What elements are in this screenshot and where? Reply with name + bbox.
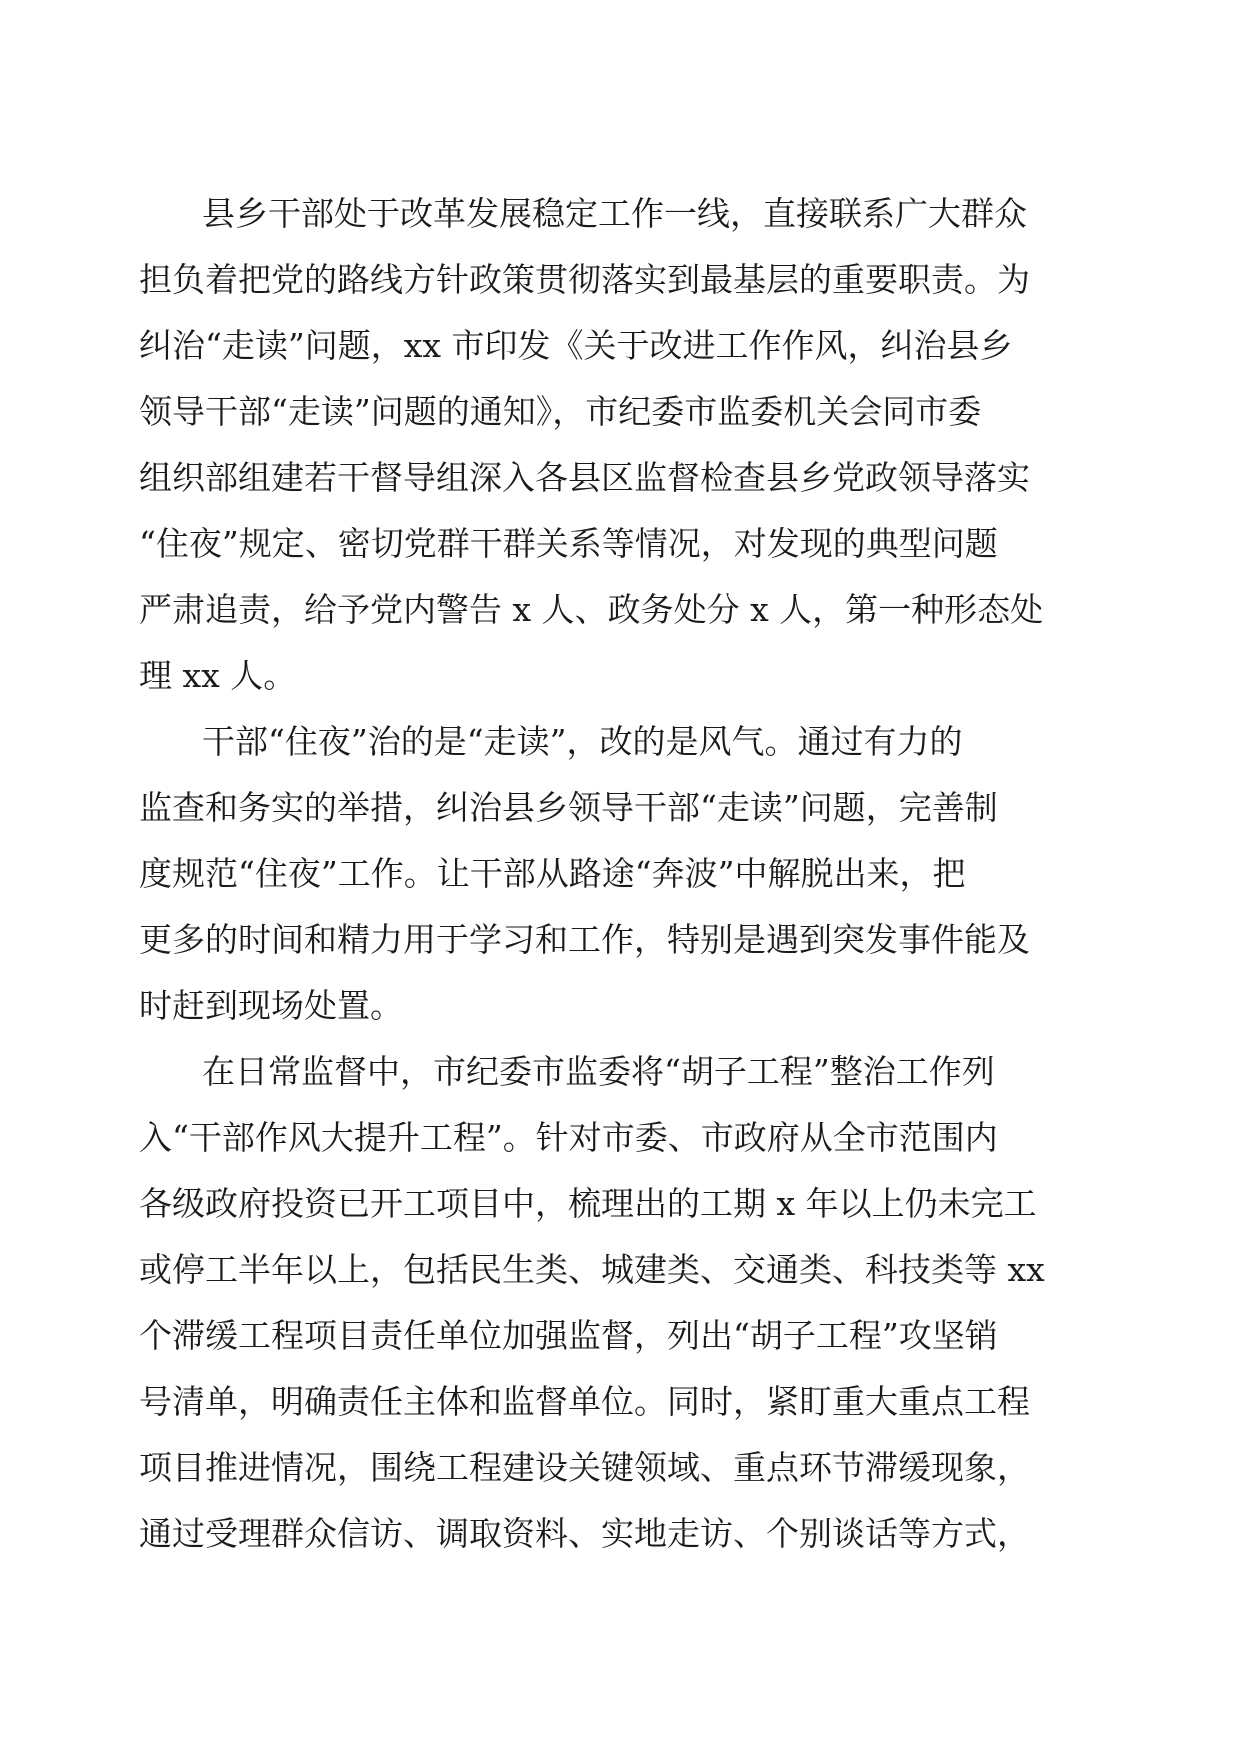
paragraph-1-line-6: “住夜”规定、密切党群干群关系等情况，对发现的典型问题 — [139, 524, 998, 563]
paragraph-3-line-2: 入“干部作风大提升工程”。针对市委、市政府从全市范围内 — [139, 1118, 998, 1157]
paragraph-2-line-4: 更多的时间和精力用于学习和工作，特别是遇到突发事件能及 — [139, 920, 1030, 959]
paragraph-2-line-5: 时赶到现场处置。 — [139, 986, 403, 1025]
paragraph-3-line-1: 在日常监督中，市纪委市监委将“胡子工程”整治工作列 — [202, 1052, 995, 1091]
paragraph-2-line-1: 干部“住夜”治的是“走读”，改的是风气。通过有力的 — [202, 722, 963, 761]
paragraph-1-line-4: 领导干部“走读”问题的通知》，市纪委市监委机关会同市委 — [139, 392, 982, 431]
paragraph-3-line-5: 个滞缓工程项目责任单位加强监督，列出“胡子工程”攻坚销 — [139, 1316, 998, 1355]
paragraph-1-line-8: 理 xx 人。 — [139, 656, 297, 695]
paragraph-3-line-6: 号清单，明确责任主体和监督单位。同时，紧盯重大重点工程 — [139, 1382, 1030, 1421]
paragraph-1-line-3: 纠治“走读”问题，xx 市印发《关于改进工作作风，纠治县乡 — [139, 326, 1013, 365]
paragraph-1-line-2: 担负着把党的路线方针政策贯彻落实到最基层的重要职责。为 — [139, 260, 1030, 299]
paragraph-3-line-7: 项目推进情况，围绕工程建设关键领域、重点环节滞缓现象， — [139, 1448, 1030, 1487]
paragraph-3-line-4: 或停工半年以上，包括民生类、城建类、交通类、科技类等 xx — [139, 1250, 1045, 1289]
paragraph-1-line-7: 严肃追责，给予党内警告 x 人、政务处分 x 人，第一种形态处 — [139, 590, 1044, 629]
paragraph-3-line-8: 通过受理群众信访、调取资料、实地走访、个别谈话等方式， — [139, 1514, 1030, 1553]
paragraph-2-line-2: 监查和务实的举措，纠治县乡领导干部“走读”问题，完善制 — [139, 788, 998, 827]
paragraph-3-line-3: 各级政府投资已开工项目中，梳理出的工期 x 年以上仍未完工 — [139, 1184, 1037, 1223]
paragraph-1-line-1: 县乡干部处于改革发展稳定工作一线，直接联系广大群众 — [202, 194, 1027, 233]
paragraph-2-line-3: 度规范“住夜”工作。让干部从路途“奔波”中解脱出来，把 — [139, 854, 966, 893]
paragraph-1-line-5: 组织部组建若干督导组深入各县区监督检查县乡党政领导落实 — [139, 458, 1030, 497]
